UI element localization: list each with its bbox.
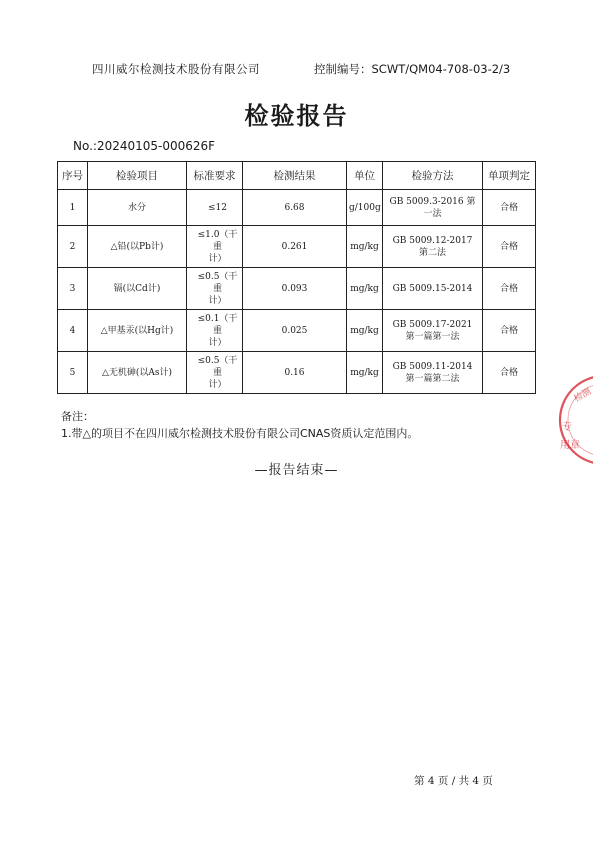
notes-title: 备注： (61, 410, 94, 423)
report-number: No.:20240105-000626F (73, 139, 216, 153)
row-item: 镉(以Cd计) (88, 268, 187, 310)
seal-stamp-icon (546, 372, 593, 468)
svg-text:专: 专 (562, 422, 572, 433)
row-result: 6.68 (243, 190, 347, 226)
row-result: 0.025 (243, 310, 347, 352)
row-method-line2: 第一篇第二法 (405, 373, 460, 384)
row-no: 2 (58, 226, 88, 268)
row-method-line2: 一法 (423, 208, 442, 219)
row-method-line1: GB 5009.17-2021 (392, 319, 473, 330)
row-standard-line1: ≤1.0（干重 (197, 229, 238, 252)
page-number: 第 4 页 / 共 4 页 (414, 775, 493, 787)
row-no: 5 (58, 352, 88, 394)
row-method (383, 268, 483, 310)
row-verdict: 合格 (483, 190, 536, 226)
report-end-marker: —报告结束— (254, 463, 339, 478)
row-standard-line2: 计） (208, 379, 227, 390)
row-verdict: 合格 (483, 226, 536, 268)
row-standard (187, 226, 243, 268)
row-verdict: 合格 (483, 310, 536, 352)
row-standard-line1: ≤0.5（干重 (197, 355, 238, 378)
row-method (383, 352, 483, 394)
col-header-standard: 标准要求 (187, 162, 243, 190)
row-standard (187, 310, 243, 352)
row-standard (187, 352, 243, 394)
row-standard-line2: 计） (208, 337, 227, 348)
row-method-line1: GB 5009.11-2014 (392, 361, 473, 372)
row-item: △无机砷(以As计) (88, 352, 187, 394)
row-unit: g/100g (347, 190, 383, 226)
control-code: 控制编号：SCWT/QM04-708-03-2/3 (314, 62, 511, 76)
row-standard-line2: 计） (208, 295, 227, 306)
table-row (58, 268, 536, 310)
col-header-unit: 单位 (347, 162, 383, 190)
row-result: 0.16 (243, 352, 347, 394)
results-table (57, 161, 536, 394)
row-no: 4 (58, 310, 88, 352)
row-standard-line1: ≤12 (208, 202, 227, 213)
col-header-result: 检测结果 (243, 162, 347, 190)
notes-line: 1.带△的项目不在四川威尔检测技术股份有限公司CNAS资质认定范围内。 (61, 427, 419, 440)
row-method-line2: 第二法 (418, 247, 446, 258)
table-row (58, 226, 536, 268)
row-unit: mg/kg (347, 268, 383, 310)
row-item: △铅(以Pb计) (88, 226, 187, 268)
col-header-method: 检验方法 (383, 162, 483, 190)
row-unit: mg/kg (347, 226, 383, 268)
row-verdict: 合格 (483, 268, 536, 310)
row-result: 0.093 (243, 268, 347, 310)
row-no: 1 (58, 190, 88, 226)
col-header-no: 序号 (58, 162, 88, 190)
table-row (58, 352, 536, 394)
row-unit: mg/kg (347, 352, 383, 394)
row-method-line2: 第一篇第一法 (405, 331, 460, 342)
row-standard-line1: ≤0.5（干重 (197, 271, 238, 294)
row-method (383, 226, 483, 268)
svg-text:用章: 用章 (560, 440, 580, 451)
company-name: 四川威尔检测技术股份有限公司 (92, 62, 260, 76)
row-method (383, 190, 483, 226)
row-verdict: 合格 (483, 352, 536, 394)
row-method-line1: GB 5009.12-2017 (392, 235, 473, 246)
row-item: △甲基汞(以Hg计) (88, 310, 187, 352)
row-no: 3 (58, 268, 88, 310)
row-standard (187, 268, 243, 310)
table-row (58, 310, 536, 352)
table-header-row (58, 162, 536, 190)
col-header-verdict: 单项判定 (483, 162, 536, 190)
row-method-line1: GB 5009.15-2014 (392, 283, 473, 294)
svg-text:检测: 检测 (572, 386, 593, 405)
report-title: 检验报告 (244, 102, 349, 130)
row-standard-line1: ≤0.1（干重 (197, 313, 238, 336)
table-row (58, 190, 536, 226)
row-standard (187, 190, 243, 226)
row-method-line1: GB 5009.3-2016 第 (389, 196, 476, 207)
row-item: 水分 (88, 190, 187, 226)
row-method (383, 310, 483, 352)
row-standard-line2: 计） (208, 253, 227, 264)
row-result: 0.261 (243, 226, 347, 268)
row-unit: mg/kg (347, 310, 383, 352)
col-header-item: 检验项目 (88, 162, 187, 190)
